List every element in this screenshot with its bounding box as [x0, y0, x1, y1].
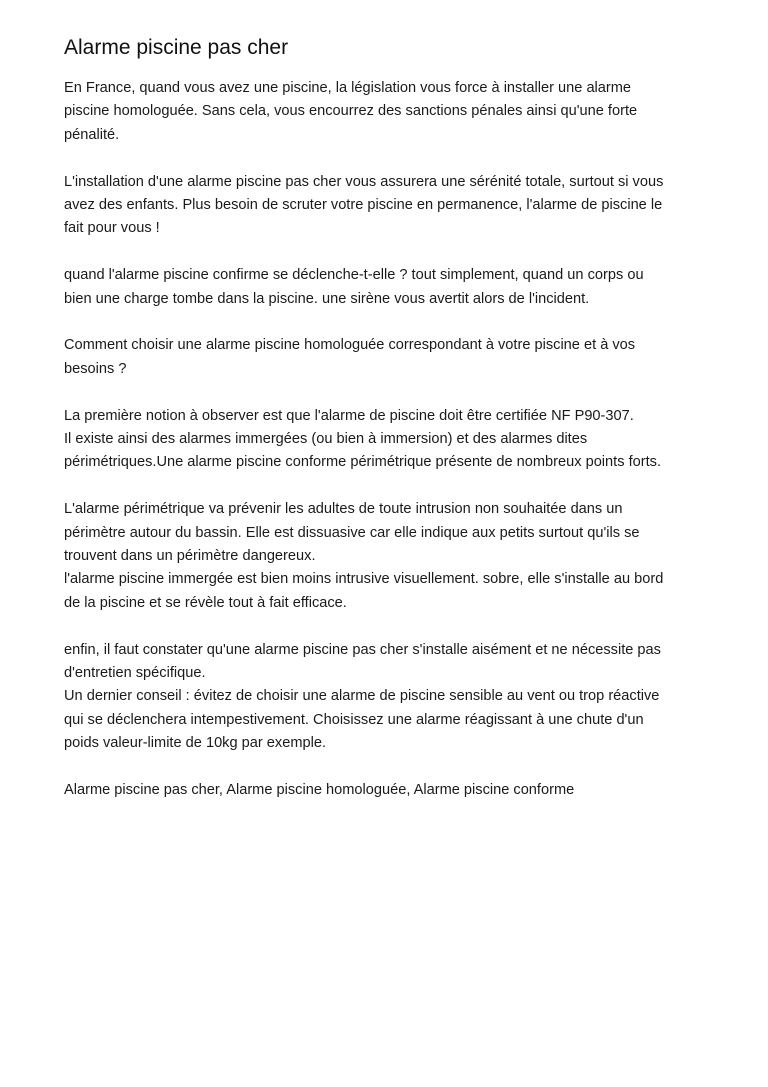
paragraph-installation [64, 171, 714, 241]
paragraph-trigger [64, 264, 714, 311]
paragraph-certification [64, 405, 714, 475]
paragraph-keywords [64, 779, 714, 802]
text-line: Il existe ainsi des alarmes immergées (ou bien à immersion) et des alarmes dites [64, 431, 588, 448]
text-line: l'alarme piscine immergée est bien moins intrusive visuellement. sobre, elle s'installe au bord [64, 571, 664, 588]
text-line: avez des enfants. Plus besoin de scruter votre piscine en permanence, l'alarme de piscine le [64, 197, 663, 214]
text-line: piscine homologuée. Sans cela, vous encourrez des sanctions pénales ainsi qu'une forte [64, 103, 638, 120]
text-line: Un dernier conseil : évitez de choisir une alarme de piscine sensible au vent ou trop réactive [64, 688, 660, 705]
paragraph-choice-question [64, 334, 714, 381]
text-line: périmétriques.Une alarme piscine conforme périmétrique présente de nombreux points forts. [64, 454, 662, 471]
text-line: Comment choisir une alarme piscine homologuée correspondant à votre piscine et à vos [64, 337, 636, 354]
text-line: bien une charge tombe dans la piscine. une sirène vous avertit alors de l'incident. [64, 290, 590, 307]
document-page [64, 34, 714, 826]
text-line: trouvent dans un périmètre dangereux. [64, 548, 316, 565]
text-line: besoins ? [64, 360, 127, 377]
paragraph-perimeter-immersion [64, 498, 714, 615]
paragraph-advice [64, 639, 714, 756]
text-line: de la piscine et se révèle tout à fait efficace. [64, 594, 347, 611]
text-line: poids valeur-limite de 10kg par exemple. [64, 735, 327, 752]
text-line: périmètre autour du bassin. Elle est dissuasive car elle indique aux petits surtout qu'ils se [64, 524, 640, 541]
text-line: fait pour vous ! [64, 220, 160, 237]
text-line: La première notion à observer est que l'alarme de piscine doit être certifiée NF P90-307. [64, 407, 634, 424]
text-line: pénalité. [64, 126, 120, 143]
document-title: Alarme piscine pas cher [64, 36, 289, 59]
text-line: qui se déclenchera intempestivement. Choisissez une alarme réagissant à une chute d'un [64, 711, 644, 728]
text-line: quand l'alarme piscine confirme se déclenche-t-elle ? tout simplement, quand un corps ou [64, 267, 644, 284]
text-line: L'alarme périmétrique va prévenir les adultes de toute intrusion non souhaitée dans un [64, 501, 623, 518]
paragraph-legislation [64, 77, 714, 147]
text-line: En France, quand vous avez une piscine, la législation vous force à installer une alarme [64, 80, 632, 96]
text-line: L'installation d'une alarme piscine pas cher vous assurera une sérénité totale, surtout si vous [64, 173, 664, 190]
text-line: Alarme piscine pas cher, Alarme piscine homologuée, Alarme piscine conforme [64, 782, 575, 799]
text-line: enfin, il faut constater qu'une alarme piscine pas cher s'installe aisément et ne nécessite pas [64, 641, 661, 658]
text-line: d'entretien spécifique. [64, 665, 206, 682]
